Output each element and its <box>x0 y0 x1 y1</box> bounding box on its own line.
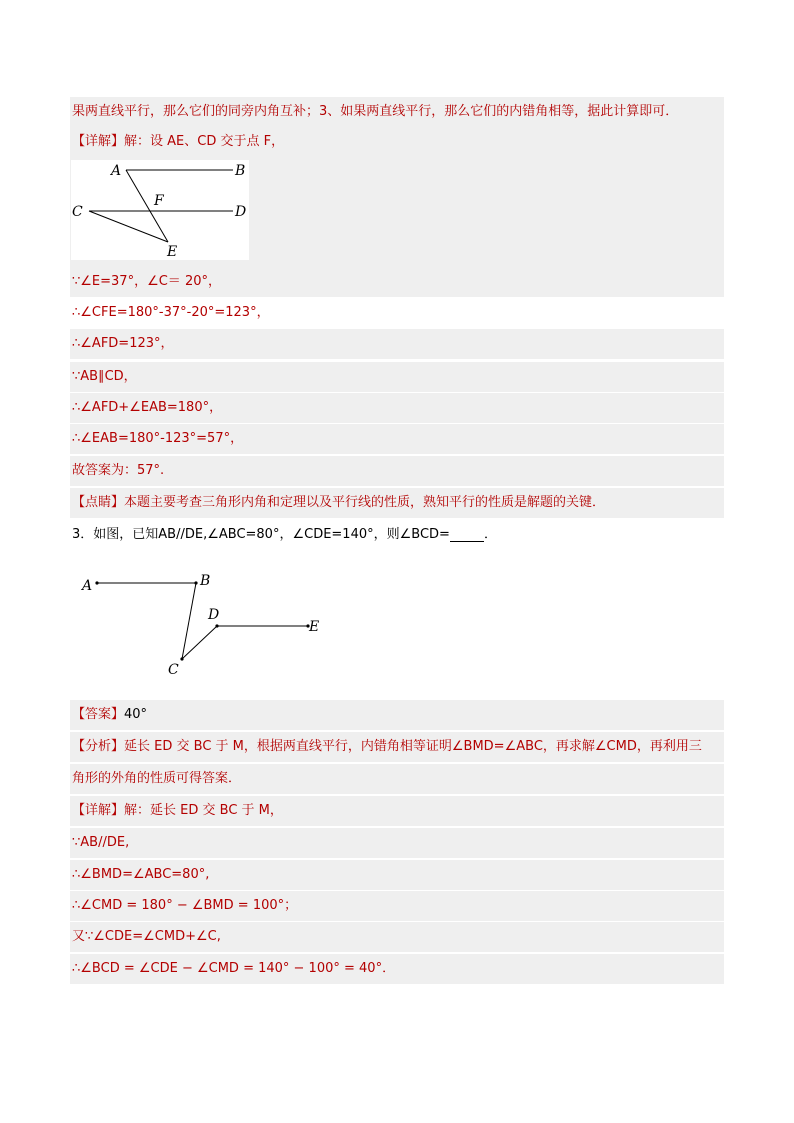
question-3-end: ． <box>483 527 497 542</box>
q3-analysis-line-1 <box>70 732 724 762</box>
q3-step-line-3 <box>70 891 724 921</box>
q3-step-text-1: ∵AB//DE, <box>72 835 130 850</box>
fig1-label-a: A <box>111 163 122 179</box>
detail-tag: 【详解】 <box>72 134 125 149</box>
fig1-label-b: B <box>235 163 246 179</box>
fig1-label-d: D <box>235 204 247 220</box>
step-line-1 <box>70 267 724 297</box>
fig1-label-c: C <box>72 204 83 220</box>
solution-intro-line <box>70 97 724 127</box>
q3-step-text-2: ∴∠BMD=∠ABC=80°, <box>72 867 210 882</box>
question-3-prefix: 3．如图，已知 <box>72 527 159 542</box>
detail-text: 解：设 AE、CD 交于点 F， <box>124 134 285 149</box>
q3-analysis-line-2 <box>70 764 724 794</box>
geometry-figure-2 <box>78 568 328 680</box>
fig1-label-e: E <box>167 244 178 260</box>
question-3-math: AB//DE,∠ABC=80°，∠CDE=140°，则∠BCD= <box>158 527 450 542</box>
fig1-label-f: F <box>154 193 164 209</box>
step-line-2 <box>70 298 724 328</box>
q3-answer-line <box>70 700 724 730</box>
q3-step-text-4: 又∵∠CDE=∠CMD+∠C, <box>72 929 221 944</box>
fig2-label-c: C <box>168 662 179 678</box>
q3-detail-text: 解：延长 ED 交 BC 于 M， <box>124 803 283 818</box>
q3-answer-value: 40° <box>124 707 148 722</box>
fig2-label-d: D <box>208 607 220 623</box>
q3-step-line-4 <box>70 922 724 952</box>
geometry-figure-1 <box>71 160 249 260</box>
step-text-3: ∴∠AFD=123°， <box>72 336 174 351</box>
step-line-4 <box>70 362 724 392</box>
step-line-5 <box>70 393 724 423</box>
fig2-label-a: A <box>82 578 93 594</box>
answer-line <box>70 456 724 486</box>
q3-step-text-5: ∴∠BCD = ∠CDE − ∠CMD = 140° − 100° = 40°． <box>72 961 396 976</box>
solution-detail-line <box>70 127 724 157</box>
q3-step-line-5 <box>70 954 724 984</box>
step-text-6: ∴∠EAB=180°-123°=57°， <box>72 431 244 446</box>
q3-detail-tag: 【详解】 <box>72 803 125 818</box>
q3-step-line-1 <box>70 828 724 858</box>
q3-step-text-3: ∴∠CMD = 180° − ∠BMD = 100°； <box>72 898 298 913</box>
fig2-label-b: B <box>200 573 211 589</box>
step-text-2: ∴∠CFE=180°-37°-20°=123°， <box>72 305 270 320</box>
q3-step-line-2 <box>70 860 724 890</box>
step-line-6 <box>70 424 724 454</box>
answer-blank <box>450 527 484 542</box>
q3-analysis-text-1: 延长 ED 交 BC 于 M，根据两直线平行，内错角相等证明∠BMD=∠ABC，再求解∠CMD，再利用三 <box>124 739 702 754</box>
point-line <box>70 488 724 518</box>
step-text-1: ∵∠E=37°，∠C＝ 20°， <box>72 274 221 289</box>
q3-detail-line <box>70 796 724 826</box>
question-3-line <box>70 520 724 550</box>
q3-analysis-tag: 【分析】 <box>72 739 125 754</box>
q3-answer-tag: 【答案】 <box>72 707 125 722</box>
fig2-label-e: E <box>309 619 320 635</box>
step-line-3 <box>70 329 724 359</box>
point-text: 本题主要考查三角形内角和定理以及平行线的性质，熟知平行的性质是解题的关键． <box>124 495 606 510</box>
point-tag: 【点睛】 <box>72 495 125 510</box>
q3-analysis-text-2: 角形的外角的性质可得答案． <box>72 771 242 786</box>
step-text-4: ∵AB∥CD， <box>72 369 137 384</box>
step-text-5: ∴∠AFD+∠EAB=180°， <box>72 400 223 415</box>
solution-intro-text: 果两直线平行，那么它们的同旁内角互补；3、如果两直线平行，那么它们的内错角相等，据此计算即可． <box>72 104 679 119</box>
answer-text: 故答案为：57°. <box>72 463 165 478</box>
